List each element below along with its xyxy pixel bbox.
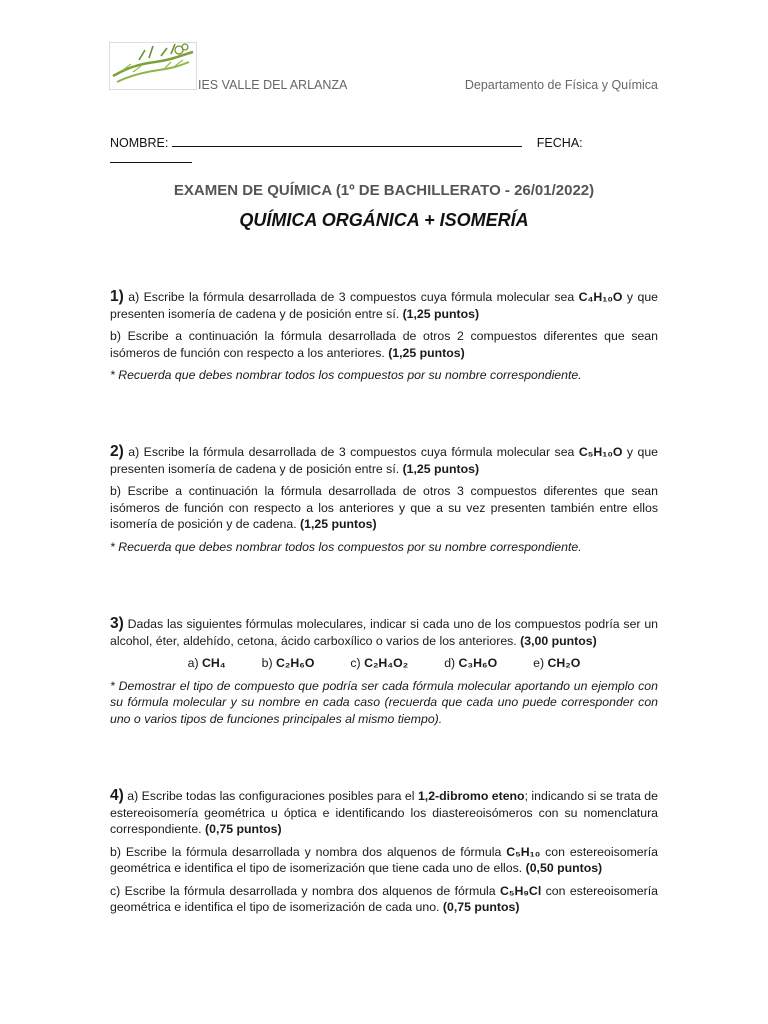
q4-part-a <box>110 788 658 838</box>
q1-part-a <box>110 289 658 322</box>
q4-c-points: (0,75 puntos) <box>442 900 520 914</box>
q1-a-points: (1,25 puntos) <box>402 306 480 321</box>
school-logo <box>109 42 197 90</box>
q3-formula-c: c) C₂H₄O₂ <box>350 656 409 670</box>
q3-formula-a: a) CH₄ <box>187 656 226 670</box>
question-1 <box>110 289 658 390</box>
q4-b-formula: C₅H₁₀ <box>506 844 541 859</box>
q3-formula-e: e) CH₂O <box>533 656 581 670</box>
q1-number: 1) <box>110 288 124 305</box>
date-blank <box>110 150 192 163</box>
q2-a-points: (1,25 puntos) <box>402 461 480 476</box>
q2-b-text: b) Escribe a continuación la fórmula desarrollada de otros 3 compuestos diferentes que sean isómeros de función con respecto a los anteriores y que a su vez presenten también entre ellos isomería de posición y de cadena. <box>110 484 658 531</box>
q3-note: * Demostrar el tipo de compuesto que podría ser cada fórmula molecular aportando un ejemplo con su fórmula molecular y su nombre en cada caso (recuerda que cada uno puede corresponder con uno o varios tipos de funciones principales al mismo tiempo). <box>110 678 658 726</box>
exam-title: EXAMEN DE QUÍMICA (1º DE BACHILLERATO - 26/01/2022) <box>173 182 595 199</box>
q3-formula-b: b) C₂H₆O <box>261 656 315 670</box>
question-2 <box>110 444 658 561</box>
q2-a-formula: C₅H₁₀O <box>578 445 623 459</box>
q4-b-text: b) Escribe la fórmula desarrollada y nombra dos alquenos de fórmula <box>110 844 507 859</box>
q4-a-text2: ; indicando si se trata de estereoisomería geométrica u óptica e identificando los diastereoisómeros con su nomenclatura correspondiente. <box>110 789 658 836</box>
q1-b-text: b) Escribe a continuación la fórmula desarrollada de otros 2 compuestos diferentes que sean isómeros de función con respecto a los anteriores. <box>110 329 658 360</box>
q2-number: 2) <box>110 443 124 460</box>
question-4 <box>110 788 658 922</box>
q1-a-text: a) Escribe la fórmula desarrollada de 3 compuestos cuya fórmula molecular sea <box>123 290 579 304</box>
q1-a-formula: C₄H₁₀O <box>578 290 623 304</box>
q4-a-text: a) Escribe todas las configuraciones posibles para el <box>123 789 418 803</box>
q4-c-text: c) Escribe la fórmula desarrollada y nombra dos alquenos de fórmula <box>110 883 500 898</box>
q1-part-b <box>110 328 658 361</box>
q4-a-points: (0,75 puntos) <box>205 822 282 836</box>
name-label: NOMBRE: <box>110 136 169 150</box>
department-name: Departamento de Física y Química <box>464 78 658 92</box>
date-label: FECHA: <box>536 136 583 150</box>
q2-b-points: (1,25 puntos) <box>300 517 377 531</box>
q2-a-text2: y que presenten isomería de cadena y de posición entre sí. <box>110 445 658 476</box>
q4-number: 4) <box>110 787 124 804</box>
q3-formula-d: d) C₃H₆O <box>444 656 498 670</box>
q4-a-compound: 1,2-dibromo eteno <box>417 789 525 803</box>
exam-subtitle: QUÍMICA ORGÁNICA + ISOMERÍA <box>239 210 529 230</box>
question-3 <box>110 616 658 733</box>
q3-formula-list <box>110 655 658 672</box>
q2-note: * Recuerda que debes nombrar todos los compuestos por su nombre correspondiente. <box>110 539 582 554</box>
name-blank <box>172 134 522 147</box>
q4-part-b <box>110 844 658 877</box>
q4-part-c <box>110 883 658 916</box>
q4-c-formula: C₅H₉Cl <box>500 883 542 898</box>
q4-c-text2: con estereoisomería geométrica e identifica el tipo de isomerización de cada uno. <box>110 883 658 914</box>
q3-points: (3,00 puntos) <box>520 633 597 648</box>
q2-part-b <box>110 483 658 533</box>
q1-b-points: (1,25 puntos) <box>388 345 465 360</box>
q3-number: 3) <box>110 615 124 632</box>
q4-b-points: (0,50 puntos) <box>525 861 603 875</box>
q1-a-text2: y que presenten isomería de cadena y de posición entre sí. <box>110 290 658 321</box>
name-date-line <box>110 134 659 166</box>
q4-b-text2: con estereoisomería geométrica e identifica el tipo de isomerización que tiene cada uno de ellos. <box>110 844 658 875</box>
q1-note: * Recuerda que debes nombrar todos los compuestos por su nombre correspondiente. <box>110 368 582 382</box>
q2-a-text: a) Escribe la fórmula desarrollada de 3 compuestos cuya fórmula molecular sea <box>123 445 579 459</box>
q3-text <box>110 616 658 649</box>
q2-part-a <box>110 444 658 477</box>
school-name: IES VALLE DEL ARLANZA <box>198 78 348 92</box>
q3-body: Dadas las siguientes fórmulas moleculares, indicar si cada uno de los compuestos podría ser un alcohol, éter, aldehído, cetona, ácido carboxílico o varios de los anteriores. <box>110 617 658 648</box>
